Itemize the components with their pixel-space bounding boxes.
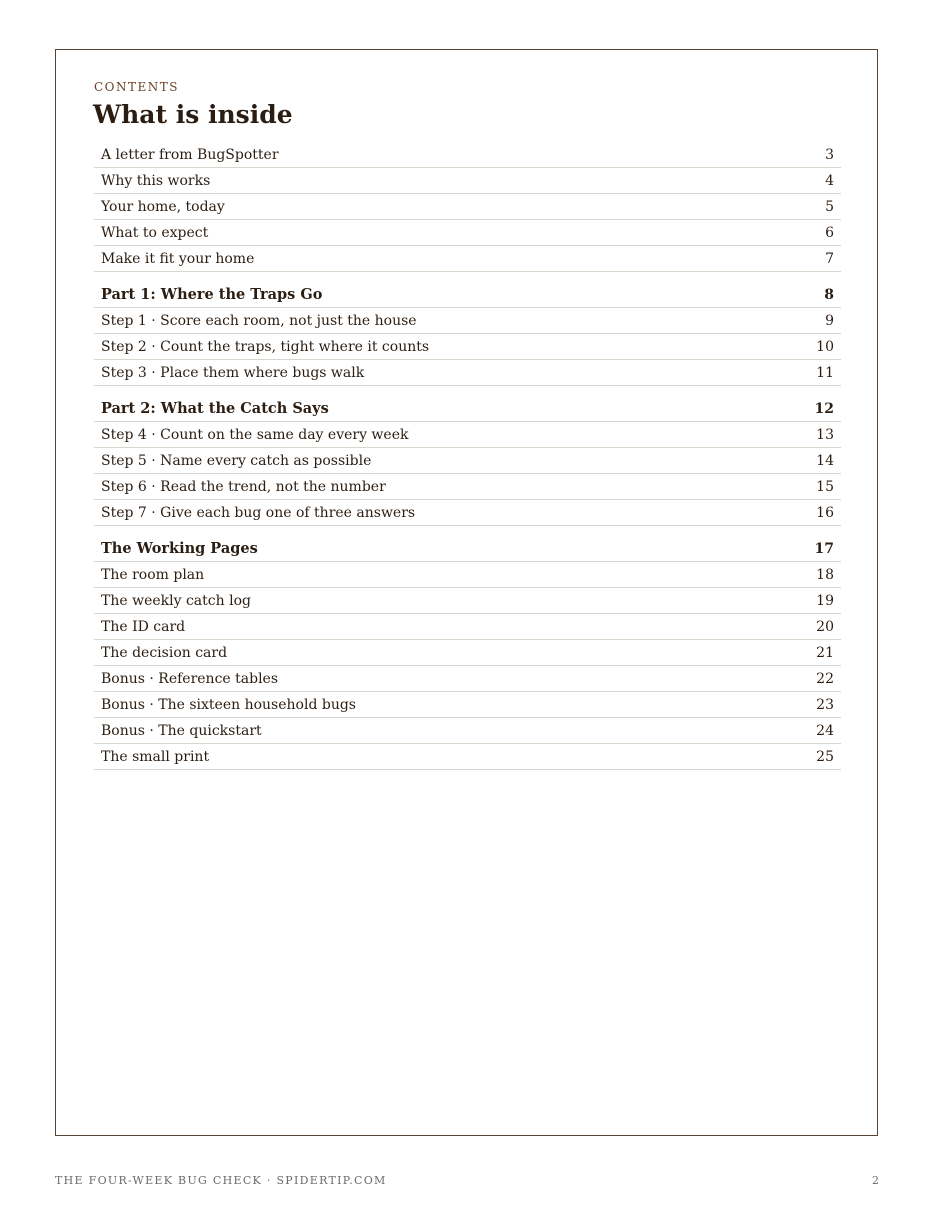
toc-entry-label: The weekly catch log: [101, 592, 251, 609]
toc-entry-page: 25: [816, 748, 834, 765]
toc-entry-page: 10: [816, 338, 834, 355]
toc-entry-page: 5: [825, 198, 834, 215]
toc-entry[interactable]: [94, 246, 841, 272]
toc-entry-label: Step 3 · Place them where bugs walk: [101, 364, 365, 381]
toc-entry[interactable]: [94, 360, 841, 386]
footer-page-number: 2: [872, 1174, 879, 1187]
toc-entry-label: Step 6 · Read the trend, not the number: [101, 478, 386, 495]
toc-entry[interactable]: [94, 500, 841, 526]
toc-entry[interactable]: [94, 168, 841, 194]
toc-section-heading[interactable]: [94, 396, 841, 422]
page-title: What is inside: [93, 100, 293, 129]
toc-entry[interactable]: [94, 588, 841, 614]
toc-heading-page: 17: [814, 540, 834, 557]
toc-entry-label: Step 2 · Count the traps, tight where it counts: [101, 338, 430, 355]
toc-heading-page: 8: [824, 286, 834, 303]
toc-entry-label: A letter from BugSpotter: [101, 146, 279, 163]
toc-section-part-1: [94, 282, 841, 386]
toc-entry-label: Step 7 · Give each bug one of three answers: [101, 504, 416, 521]
footer-running-title: THE FOUR-WEEK BUG CHECK · SPIDERTIP.COM: [55, 1174, 387, 1187]
toc-heading-label: Part 1: Where the Traps Go: [101, 286, 323, 303]
toc-entry-page: 4: [825, 172, 834, 189]
toc-entry-label: Your home, today: [101, 198, 225, 215]
toc-entry[interactable]: [94, 334, 841, 360]
toc-entry[interactable]: [94, 308, 841, 334]
section-eyebrow: CONTENTS: [94, 80, 180, 94]
toc-entry-page: 3: [825, 146, 834, 163]
toc-entry-page: 6: [825, 224, 834, 241]
toc-entry-page: 15: [816, 478, 834, 495]
toc-entry-page: 23: [816, 696, 834, 713]
toc-entry[interactable]: [94, 474, 841, 500]
toc-entry[interactable]: [94, 562, 841, 588]
toc-entry[interactable]: [94, 422, 841, 448]
toc-entry[interactable]: [94, 194, 841, 220]
toc-heading-label: Part 2: What the Catch Says: [101, 400, 329, 417]
toc-entry-page: 21: [816, 644, 834, 661]
toc-entry-page: 20: [816, 618, 834, 635]
toc-section-working-pages: [94, 536, 841, 770]
toc-entry-page: 19: [816, 592, 834, 609]
toc-entry-label: Step 4 · Count on the same day every week: [101, 426, 409, 443]
toc-entry-page: 16: [816, 504, 834, 521]
toc-entry-page: 13: [816, 426, 834, 443]
toc-entry-page: 22: [816, 670, 834, 687]
toc-entry-label: Step 5 · Name every catch as possible: [101, 452, 372, 469]
page-frame: [55, 49, 878, 1136]
toc-entry-label: The ID card: [101, 618, 186, 635]
toc-entry[interactable]: [94, 666, 841, 692]
toc-heading-page: 12: [814, 400, 834, 417]
toc-entry[interactable]: [94, 448, 841, 474]
toc-section-part-2: [94, 396, 841, 526]
toc-entry[interactable]: [94, 614, 841, 640]
toc-entry[interactable]: [94, 640, 841, 666]
toc-section-front-matter: [94, 142, 841, 272]
toc-entry-page: 11: [816, 364, 834, 381]
toc-entry-label: Bonus · The sixteen household bugs: [101, 696, 356, 713]
toc-entry-label: Step 1 · Score each room, not just the house: [101, 312, 417, 329]
toc-entry-page: 18: [816, 566, 834, 583]
toc-entry-label: What to expect: [101, 224, 209, 241]
toc-section-heading[interactable]: [94, 282, 841, 308]
toc-entry-page: 9: [825, 312, 834, 329]
toc-entry-label: The room plan: [101, 566, 205, 583]
toc-heading-label: The Working Pages: [101, 540, 258, 557]
toc-entry-label: The small print: [101, 748, 210, 765]
toc-entry[interactable]: [94, 142, 841, 168]
table-of-contents: [94, 142, 841, 770]
toc-entry-label: Why this works: [101, 172, 211, 189]
toc-entry-label: Bonus · Reference tables: [101, 670, 279, 687]
toc-entry-label: Make it fit your home: [101, 250, 255, 267]
toc-entry[interactable]: [94, 692, 841, 718]
toc-section-heading[interactable]: [94, 536, 841, 562]
toc-entry[interactable]: [94, 718, 841, 744]
toc-entry-label: Bonus · The quickstart: [101, 722, 262, 739]
toc-entry[interactable]: [94, 220, 841, 246]
toc-entry[interactable]: [94, 744, 841, 770]
toc-entry-page: 7: [825, 250, 834, 267]
toc-entry-label: The decision card: [101, 644, 228, 661]
toc-entry-page: 24: [816, 722, 834, 739]
toc-entry-page: 14: [816, 452, 834, 469]
